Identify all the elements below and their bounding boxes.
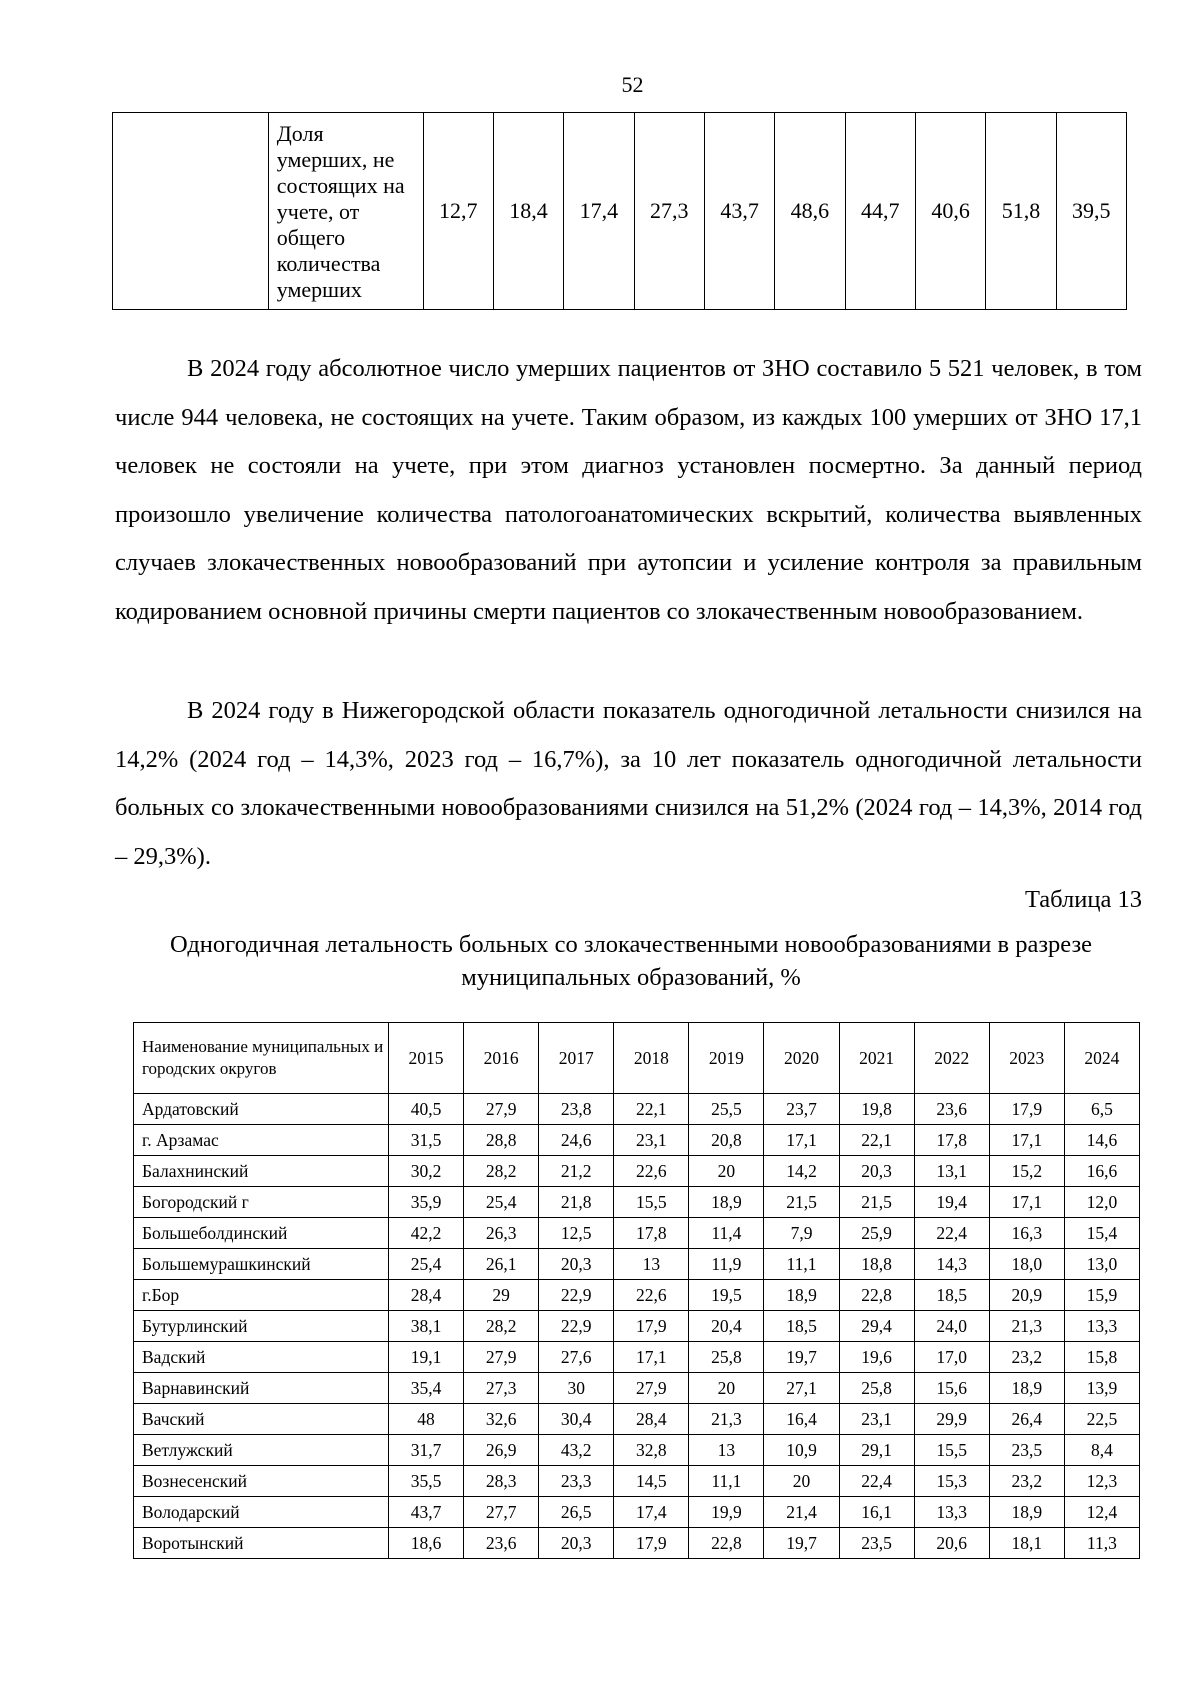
value-cell: 19,5 bbox=[689, 1280, 764, 1311]
table-row bbox=[134, 1497, 1140, 1528]
value-cell: 14,5 bbox=[614, 1466, 689, 1497]
value-cell: 22,1 bbox=[839, 1125, 914, 1156]
value-cell: 13 bbox=[614, 1249, 689, 1280]
value-cell: 17,9 bbox=[614, 1528, 689, 1559]
header-year: 2018 bbox=[614, 1023, 689, 1094]
value-cell: 22,6 bbox=[614, 1156, 689, 1187]
value-cell: 27,7 bbox=[464, 1497, 539, 1528]
value-cell: 29,1 bbox=[839, 1435, 914, 1466]
value-cell: 48 bbox=[389, 1404, 464, 1435]
value-cell: 43,2 bbox=[539, 1435, 614, 1466]
value-cell: 40,6 bbox=[915, 113, 985, 310]
value-cell: 22,9 bbox=[539, 1280, 614, 1311]
value-cell: 15,4 bbox=[1064, 1218, 1139, 1249]
value-cell: 19,1 bbox=[389, 1342, 464, 1373]
value-cell: 21,8 bbox=[539, 1187, 614, 1218]
continued-table-fragment bbox=[112, 112, 1127, 310]
header-year: 2023 bbox=[989, 1023, 1064, 1094]
value-cell: 20,3 bbox=[839, 1156, 914, 1187]
value-cell: 35,9 bbox=[389, 1187, 464, 1218]
value-cell: 27,3 bbox=[464, 1373, 539, 1404]
table-row bbox=[134, 1373, 1140, 1404]
value-cell: 17,4 bbox=[614, 1497, 689, 1528]
value-cell: 22,5 bbox=[1064, 1404, 1139, 1435]
value-cell: 15,5 bbox=[914, 1435, 989, 1466]
table-row bbox=[134, 1466, 1140, 1497]
value-cell: 18,6 bbox=[389, 1528, 464, 1559]
value-cell: 31,5 bbox=[389, 1125, 464, 1156]
value-cell: 23,2 bbox=[989, 1466, 1064, 1497]
value-cell: 35,5 bbox=[389, 1466, 464, 1497]
value-cell: 26,4 bbox=[989, 1404, 1064, 1435]
value-cell: 15,9 bbox=[1064, 1280, 1139, 1311]
header-year: 2024 bbox=[1064, 1023, 1139, 1094]
table-row bbox=[134, 1342, 1140, 1373]
value-cell: 15,5 bbox=[614, 1187, 689, 1218]
table-row bbox=[113, 113, 1127, 310]
value-cell: 15,6 bbox=[914, 1373, 989, 1404]
value-cell: 21,2 bbox=[539, 1156, 614, 1187]
header-year: 2015 bbox=[389, 1023, 464, 1094]
table-row bbox=[134, 1404, 1140, 1435]
value-cell: 21,5 bbox=[839, 1187, 914, 1218]
value-cell: 30,2 bbox=[389, 1156, 464, 1187]
value-cell: 20 bbox=[689, 1156, 764, 1187]
value-cell: 18,4 bbox=[493, 113, 563, 310]
municipality-name: Бутурлинский bbox=[134, 1311, 389, 1342]
value-cell: 18,9 bbox=[764, 1280, 839, 1311]
table-row bbox=[134, 1528, 1140, 1559]
value-cell: 27,3 bbox=[634, 113, 704, 310]
value-cell: 23,6 bbox=[914, 1094, 989, 1125]
value-cell: 17,4 bbox=[564, 113, 634, 310]
value-cell: 22,8 bbox=[839, 1280, 914, 1311]
municipality-name: Большемурашкинский bbox=[134, 1249, 389, 1280]
table-row bbox=[134, 1249, 1140, 1280]
value-cell: 12,5 bbox=[539, 1218, 614, 1249]
lethality-table bbox=[133, 1022, 1140, 1559]
value-cell: 22,9 bbox=[539, 1311, 614, 1342]
value-cell: 13,3 bbox=[1064, 1311, 1139, 1342]
value-cell: 27,6 bbox=[539, 1342, 614, 1373]
municipality-name: Ардатовский bbox=[134, 1094, 389, 1125]
value-cell: 20,8 bbox=[689, 1125, 764, 1156]
value-cell: 19,8 bbox=[839, 1094, 914, 1125]
value-cell: 25,5 bbox=[689, 1094, 764, 1125]
value-cell: 29,4 bbox=[839, 1311, 914, 1342]
value-cell: 27,9 bbox=[464, 1094, 539, 1125]
value-cell: 30,4 bbox=[539, 1404, 614, 1435]
value-cell: 19,7 bbox=[764, 1342, 839, 1373]
value-cell: 31,7 bbox=[389, 1435, 464, 1466]
value-cell: 12,0 bbox=[1064, 1187, 1139, 1218]
value-cell: 13 bbox=[689, 1435, 764, 1466]
value-cell: 23,1 bbox=[839, 1404, 914, 1435]
value-cell: 19,4 bbox=[914, 1187, 989, 1218]
value-cell: 28,4 bbox=[389, 1280, 464, 1311]
header-year: 2017 bbox=[539, 1023, 614, 1094]
value-cell: 19,6 bbox=[839, 1342, 914, 1373]
value-cell: 23,8 bbox=[539, 1094, 614, 1125]
paragraph-deaths: В 2024 году абсолютное число умерших пациентов от ЗНО составило 5 521 человек, в том числе 944 человека, не состоящих на учете. Таким образом, из каждых 100 умерших от ЗНО 17,1 человек не состояли на учете, при этом диагноз установлен посмертно. За данный период произошло увеличение количества патологоанатомических вскрытий, количества выявленных случаев злокачественных новообразований при аутопсии и усиление контроля за правильным кодированием основной причины смерти пациентов со злокачественным новообразованием. bbox=[115, 355, 1142, 625]
value-cell: 7,9 bbox=[764, 1218, 839, 1249]
value-cell: 18,1 bbox=[989, 1528, 1064, 1559]
value-cell: 18,9 bbox=[689, 1187, 764, 1218]
value-cell: 6,5 bbox=[1064, 1094, 1139, 1125]
value-cell: 10,9 bbox=[764, 1435, 839, 1466]
municipality-name: Ветлужский bbox=[134, 1435, 389, 1466]
value-cell: 25,9 bbox=[839, 1218, 914, 1249]
value-cell: 17,8 bbox=[614, 1218, 689, 1249]
value-cell: 43,7 bbox=[389, 1497, 464, 1528]
value-cell: 20,9 bbox=[989, 1280, 1064, 1311]
value-cell: 23,3 bbox=[539, 1466, 614, 1497]
value-cell: 22,4 bbox=[839, 1466, 914, 1497]
row-label: Доля умерших, не состоящих на учете, от общего количества умерших bbox=[268, 113, 423, 310]
value-cell: 30 bbox=[539, 1373, 614, 1404]
value-cell: 13,1 bbox=[914, 1156, 989, 1187]
municipality-name: Вадский bbox=[134, 1342, 389, 1373]
value-cell: 40,5 bbox=[389, 1094, 464, 1125]
municipality-name: Большеболдинский bbox=[134, 1218, 389, 1249]
value-cell: 39,5 bbox=[1056, 113, 1126, 310]
value-cell: 26,1 bbox=[464, 1249, 539, 1280]
value-cell: 28,8 bbox=[464, 1125, 539, 1156]
value-cell: 11,1 bbox=[764, 1249, 839, 1280]
value-cell: 24,6 bbox=[539, 1125, 614, 1156]
value-cell: 44,7 bbox=[845, 113, 915, 310]
value-cell: 14,6 bbox=[1064, 1125, 1139, 1156]
header-year: 2021 bbox=[839, 1023, 914, 1094]
value-cell: 11,1 bbox=[689, 1466, 764, 1497]
header-year: 2022 bbox=[914, 1023, 989, 1094]
municipality-name: г. Арзамас bbox=[134, 1125, 389, 1156]
value-cell: 51,8 bbox=[986, 113, 1056, 310]
value-cell: 17,9 bbox=[614, 1311, 689, 1342]
value-cell: 11,3 bbox=[1064, 1528, 1139, 1559]
value-cell: 15,8 bbox=[1064, 1342, 1139, 1373]
municipality-name: Балахнинский bbox=[134, 1156, 389, 1187]
table-row bbox=[134, 1156, 1140, 1187]
value-cell: 20,3 bbox=[539, 1528, 614, 1559]
table-row bbox=[134, 1311, 1140, 1342]
value-cell: 12,4 bbox=[1064, 1497, 1139, 1528]
value-cell: 19,9 bbox=[689, 1497, 764, 1528]
table-row bbox=[134, 1125, 1140, 1156]
value-cell: 43,7 bbox=[704, 113, 774, 310]
value-cell: 19,7 bbox=[764, 1528, 839, 1559]
value-cell: 15,3 bbox=[914, 1466, 989, 1497]
value-cell: 13,3 bbox=[914, 1497, 989, 1528]
table-row bbox=[134, 1094, 1140, 1125]
value-cell: 23,5 bbox=[989, 1435, 1064, 1466]
value-cell: 20,4 bbox=[689, 1311, 764, 1342]
header-year: 2016 bbox=[464, 1023, 539, 1094]
value-cell: 15,2 bbox=[989, 1156, 1064, 1187]
municipality-name: Володарский bbox=[134, 1497, 389, 1528]
empty-cell bbox=[113, 113, 269, 310]
value-cell: 23,6 bbox=[464, 1528, 539, 1559]
value-cell: 27,1 bbox=[764, 1373, 839, 1404]
municipality-name: Воротынский bbox=[134, 1528, 389, 1559]
value-cell: 16,6 bbox=[1064, 1156, 1139, 1187]
value-cell: 21,5 bbox=[764, 1187, 839, 1218]
value-cell: 17,8 bbox=[914, 1125, 989, 1156]
value-cell: 26,5 bbox=[539, 1497, 614, 1528]
table-title: Одногодичная летальность больных со злокачественными новообразованиями в разрезе муниципальных образований, % bbox=[169, 931, 1093, 991]
value-cell: 22,6 bbox=[614, 1280, 689, 1311]
municipality-name: Варнавинский bbox=[134, 1373, 389, 1404]
value-cell: 28,4 bbox=[614, 1404, 689, 1435]
value-cell: 26,9 bbox=[464, 1435, 539, 1466]
value-cell: 27,9 bbox=[464, 1342, 539, 1373]
value-cell: 16,3 bbox=[989, 1218, 1064, 1249]
value-cell: 20 bbox=[689, 1373, 764, 1404]
value-cell: 48,6 bbox=[775, 113, 845, 310]
value-cell: 12,7 bbox=[423, 113, 493, 310]
value-cell: 25,8 bbox=[839, 1373, 914, 1404]
value-cell: 21,4 bbox=[764, 1497, 839, 1528]
municipality-name: Богородский г bbox=[134, 1187, 389, 1218]
value-cell: 38,1 bbox=[389, 1311, 464, 1342]
value-cell: 18,9 bbox=[989, 1497, 1064, 1528]
value-cell: 17,0 bbox=[914, 1342, 989, 1373]
value-cell: 26,3 bbox=[464, 1218, 539, 1249]
value-cell: 11,4 bbox=[689, 1218, 764, 1249]
value-cell: 11,9 bbox=[689, 1249, 764, 1280]
value-cell: 28,3 bbox=[464, 1466, 539, 1497]
value-cell: 27,9 bbox=[614, 1373, 689, 1404]
value-cell: 42,2 bbox=[389, 1218, 464, 1249]
value-cell: 35,4 bbox=[389, 1373, 464, 1404]
value-cell: 21,3 bbox=[689, 1404, 764, 1435]
value-cell: 25,8 bbox=[689, 1342, 764, 1373]
table-row bbox=[134, 1280, 1140, 1311]
value-cell: 14,3 bbox=[914, 1249, 989, 1280]
paragraph-lethality: В 2024 году в Нижегородской области показатель одногодичной летальности снизился на 14,2% (2024 год – 14,3%, 2023 год – 16,7%), за 10 лет показатель одногодичной летальности больных со злокачественными новообразованиями снизился на 51,2% (2024 год – 14,3%, 2014 год – 29,3%). bbox=[115, 697, 1142, 870]
header-name-cell: Наименование муниципальных и городских округов bbox=[134, 1023, 389, 1094]
value-cell: 28,2 bbox=[464, 1156, 539, 1187]
value-cell: 16,4 bbox=[764, 1404, 839, 1435]
value-cell: 20 bbox=[764, 1466, 839, 1497]
value-cell: 18,8 bbox=[839, 1249, 914, 1280]
municipality-name: г.Бор bbox=[134, 1280, 389, 1311]
header-year: 2020 bbox=[764, 1023, 839, 1094]
value-cell: 25,4 bbox=[464, 1187, 539, 1218]
municipality-name: Вознесенский bbox=[134, 1466, 389, 1497]
value-cell: 16,1 bbox=[839, 1497, 914, 1528]
value-cell: 17,9 bbox=[989, 1094, 1064, 1125]
page-number: 52 bbox=[621, 72, 644, 97]
value-cell: 17,1 bbox=[614, 1342, 689, 1373]
value-cell: 17,1 bbox=[764, 1125, 839, 1156]
value-cell: 20,6 bbox=[914, 1528, 989, 1559]
value-cell: 23,2 bbox=[989, 1342, 1064, 1373]
value-cell: 17,1 bbox=[989, 1187, 1064, 1218]
value-cell: 18,5 bbox=[764, 1311, 839, 1342]
table-row bbox=[134, 1435, 1140, 1466]
value-cell: 12,3 bbox=[1064, 1466, 1139, 1497]
value-cell: 22,4 bbox=[914, 1218, 989, 1249]
value-cell: 22,1 bbox=[614, 1094, 689, 1125]
value-cell: 17,1 bbox=[989, 1125, 1064, 1156]
value-cell: 8,4 bbox=[1064, 1435, 1139, 1466]
value-cell: 29,9 bbox=[914, 1404, 989, 1435]
value-cell: 18,9 bbox=[989, 1373, 1064, 1404]
municipality-name: Вачский bbox=[134, 1404, 389, 1435]
value-cell: 18,0 bbox=[989, 1249, 1064, 1280]
value-cell: 20,3 bbox=[539, 1249, 614, 1280]
value-cell: 13,9 bbox=[1064, 1373, 1139, 1404]
table-header-row bbox=[134, 1023, 1140, 1094]
value-cell: 25,4 bbox=[389, 1249, 464, 1280]
value-cell: 18,5 bbox=[914, 1280, 989, 1311]
value-cell: 32,8 bbox=[614, 1435, 689, 1466]
table-number: Таблица 13 bbox=[1024, 886, 1142, 913]
value-cell: 32,6 bbox=[464, 1404, 539, 1435]
value-cell: 23,1 bbox=[614, 1125, 689, 1156]
value-cell: 13,0 bbox=[1064, 1249, 1139, 1280]
value-cell: 23,7 bbox=[764, 1094, 839, 1125]
value-cell: 23,5 bbox=[839, 1528, 914, 1559]
value-cell: 14,2 bbox=[764, 1156, 839, 1187]
value-cell: 21,3 bbox=[989, 1311, 1064, 1342]
table-row bbox=[134, 1187, 1140, 1218]
value-cell: 28,2 bbox=[464, 1311, 539, 1342]
table-row bbox=[134, 1218, 1140, 1249]
value-cell: 24,0 bbox=[914, 1311, 989, 1342]
value-cell: 29 bbox=[464, 1280, 539, 1311]
value-cell: 22,8 bbox=[689, 1528, 764, 1559]
header-year: 2019 bbox=[689, 1023, 764, 1094]
